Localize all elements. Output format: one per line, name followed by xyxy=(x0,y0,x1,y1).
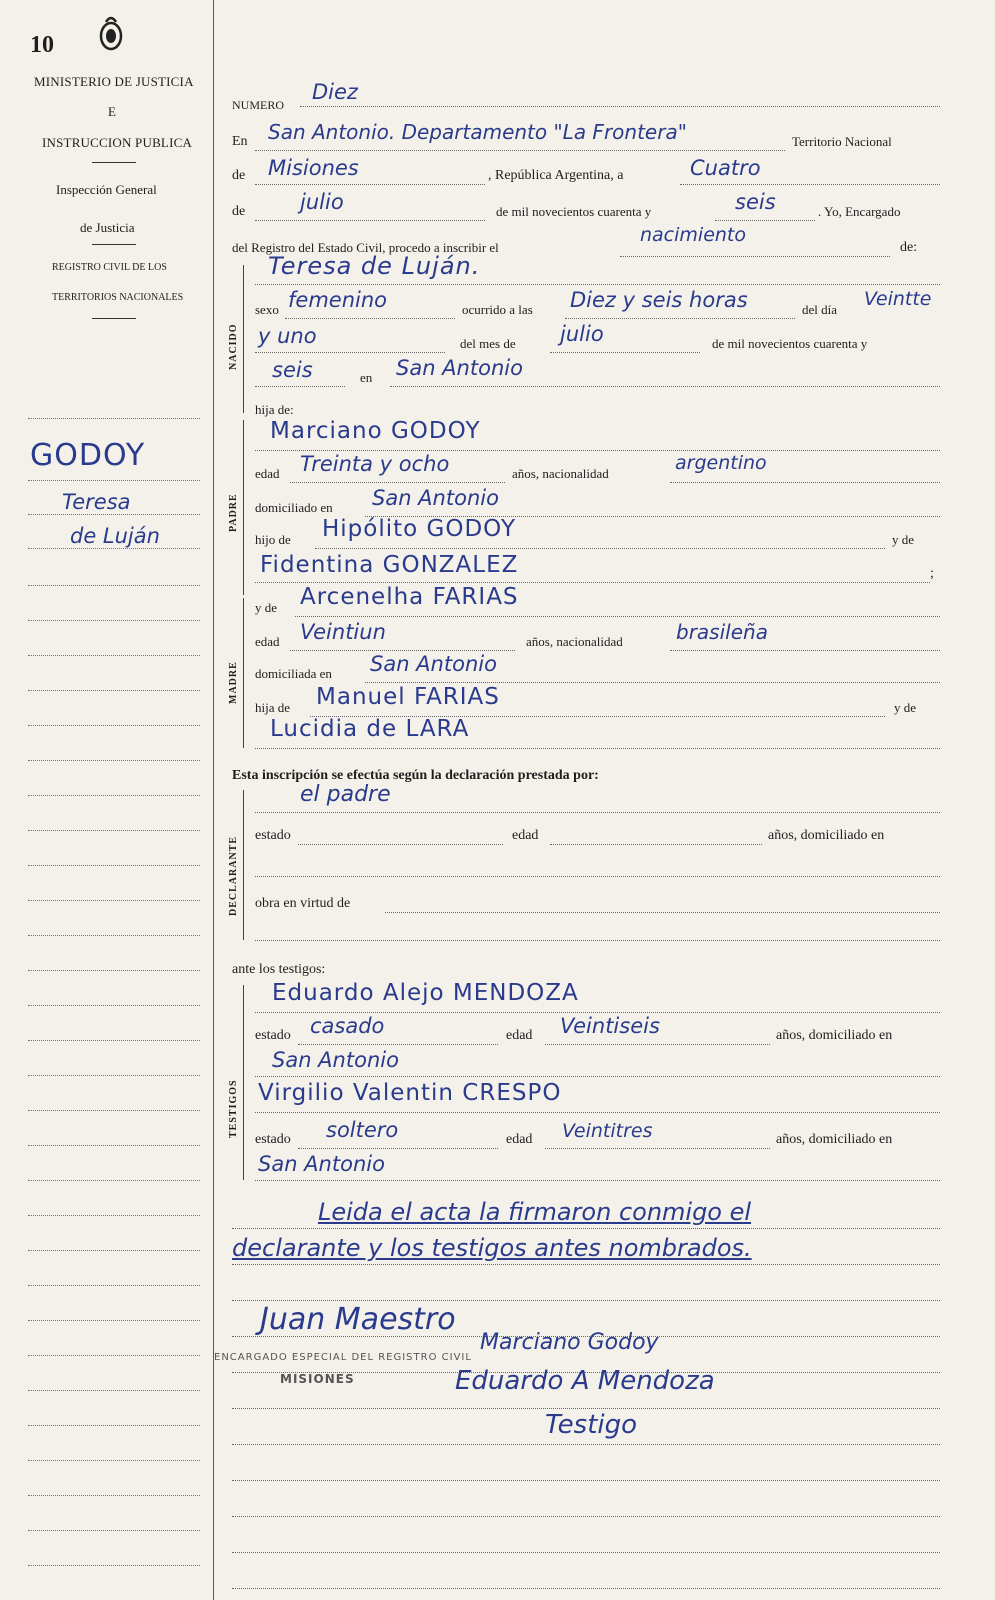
registry-line-2: TERRITORIOS NACIONALES xyxy=(52,292,184,303)
sexo-label: sexo xyxy=(255,302,279,317)
margin-rule xyxy=(28,1215,200,1216)
day-value-2: y uno xyxy=(258,324,317,348)
rule xyxy=(300,106,940,107)
rule xyxy=(232,1588,940,1589)
margin-rule xyxy=(28,585,200,586)
rule xyxy=(550,844,762,845)
margin-rule xyxy=(28,935,200,936)
margin-rule xyxy=(28,1495,200,1496)
madre-side-label: MADRE xyxy=(228,661,239,704)
margin-rule xyxy=(28,418,200,419)
mother-domicilio-label: domiciliada en xyxy=(255,666,332,681)
margin-rule xyxy=(28,725,200,726)
rule xyxy=(315,548,885,549)
ministry-line-2: E xyxy=(108,104,117,119)
page-number: 10 xyxy=(30,32,54,58)
witness2-domicilio-label: años, domiciliado en xyxy=(776,1132,893,1147)
witness2-edad-label: edad xyxy=(506,1132,533,1147)
padre-side-label: PADRE xyxy=(228,493,239,532)
rule xyxy=(255,582,930,583)
witness1-estado: casado xyxy=(310,1014,385,1038)
rule xyxy=(255,284,940,285)
declarant-signature: Marciano Godoy xyxy=(480,1330,659,1355)
rule xyxy=(232,1300,940,1301)
margin-rule xyxy=(28,1355,200,1356)
divider xyxy=(92,244,136,245)
rule xyxy=(255,748,940,749)
witness2-estado-label: estado xyxy=(255,1132,291,1147)
birth-year-label: de mil novecientos cuarenta y xyxy=(712,336,868,351)
rule xyxy=(715,220,815,221)
nacido-side-label: NACIDO xyxy=(228,323,239,370)
paternal-grandmother: Fidentina GONZALEZ xyxy=(260,552,519,578)
birth-place-value: San Antonio xyxy=(396,356,523,380)
margin-rule xyxy=(28,1285,200,1286)
day-value-1: Veintte xyxy=(864,288,932,310)
hija-de-label: hija de: xyxy=(255,402,294,417)
sexo-value: femenino xyxy=(288,288,387,312)
testigos-side-label: TESTIGOS xyxy=(228,1079,239,1138)
birth-year-value: seis xyxy=(272,358,313,382)
margin-column xyxy=(0,0,214,1600)
margin-rule xyxy=(28,1075,200,1076)
republica-label: , República Argentina, a xyxy=(488,168,624,183)
year-value: seis xyxy=(735,190,776,214)
margin-rule xyxy=(28,690,200,691)
rule xyxy=(620,256,890,257)
rule xyxy=(290,482,505,483)
rule xyxy=(550,352,700,353)
father-nacionalidad-value: argentino xyxy=(675,452,767,474)
rule xyxy=(298,1044,498,1045)
en-place-label: en xyxy=(360,370,373,385)
father-domicilio-label: domiciliado en xyxy=(255,500,333,515)
mother-y-de-label: y de xyxy=(255,600,278,615)
closing-line-2: declarante y los testigos antes nombrados. xyxy=(232,1234,752,1262)
margin-rule xyxy=(28,1425,200,1426)
rule xyxy=(255,812,940,813)
margin-rule xyxy=(28,480,200,481)
testigos-intro: ante los testigos: xyxy=(232,962,326,977)
declarante-obra-label: obra en virtud de xyxy=(255,896,351,911)
inspection-line-1: Inspección General xyxy=(56,182,157,197)
stamp-line-1: ENCARGADO ESPECIAL DEL REGISTRO CIVIL xyxy=(214,1352,472,1363)
margin-rule xyxy=(28,1145,200,1146)
divider xyxy=(92,318,136,319)
de-colon-label: de: xyxy=(900,240,918,255)
paternal-grandfather: Hipólito GODOY xyxy=(322,516,517,542)
section-bracket xyxy=(243,265,244,413)
section-bracket xyxy=(243,420,244,595)
ministry-line-3: INSTRUCCION PUBLICA xyxy=(42,135,193,150)
margin-rule xyxy=(28,1180,200,1181)
rule xyxy=(680,184,940,185)
margin-rule xyxy=(28,1530,200,1531)
witness1-name: Eduardo Alejo MENDOZA xyxy=(272,980,579,1006)
officer-signature: Juan Maestro xyxy=(260,1302,456,1337)
en-value: San Antonio. Departamento "La Frontera" xyxy=(268,120,687,144)
father-y-de-label: y de xyxy=(892,532,915,547)
witness2-name: Virgilio Valentin CRESPO xyxy=(258,1080,562,1106)
mother-nacionalidad-label: años, nacionalidad xyxy=(526,634,623,649)
father-hijo-label: hijo de xyxy=(255,532,291,547)
margin-rule xyxy=(28,1040,200,1041)
rule xyxy=(545,1148,770,1149)
margin-rule xyxy=(28,1390,200,1391)
father-domicilio-value: San Antonio xyxy=(372,486,499,510)
divider xyxy=(92,162,136,163)
margin-rule xyxy=(28,620,200,621)
rule xyxy=(255,150,785,151)
rule xyxy=(365,682,940,683)
declarante-intro: Esta inscripción se efectúa según la declaración prestada por: xyxy=(232,768,599,783)
registro-label: del Registro del Estado Civil, procedo a inscribir el xyxy=(232,240,499,255)
ocurrido-label: ocurrido a las xyxy=(462,302,533,317)
witness1-signature: Eduardo A Mendoza xyxy=(455,1366,715,1396)
rule xyxy=(232,1408,940,1409)
witness1-edad-label: edad xyxy=(506,1028,533,1043)
month-value: julio xyxy=(300,190,344,214)
declarante-who: el padre xyxy=(300,782,391,807)
day-value: Cuatro xyxy=(690,156,761,180)
margin-rule xyxy=(28,865,200,866)
mother-domicilio-value: San Antonio xyxy=(370,652,497,676)
mother-hija-label: hija de xyxy=(255,700,291,715)
rule xyxy=(232,1444,940,1445)
margin-rule xyxy=(28,1565,200,1566)
margin-rule xyxy=(28,760,200,761)
margin-rule xyxy=(28,795,200,796)
rule xyxy=(232,1480,940,1481)
rule xyxy=(255,1112,940,1113)
witness2-domicilio: San Antonio xyxy=(258,1152,385,1176)
de-label-2: de xyxy=(232,204,246,219)
margin-surname: GODOY xyxy=(30,438,146,473)
registry-line-1: REGISTRO CIVIL DE LOS xyxy=(52,262,167,273)
mother-y-de-label-2: y de xyxy=(894,700,917,715)
declarante-side-label: DECLARANTE xyxy=(228,835,239,916)
rule xyxy=(255,220,485,221)
mother-name: Arcenelha FARIAS xyxy=(300,584,519,610)
margin-rule xyxy=(28,655,200,656)
margin-rule xyxy=(28,548,200,549)
section-bracket xyxy=(243,790,244,940)
numero-label: NUMERO xyxy=(232,98,285,112)
father-nacionalidad-label: años, nacionalidad xyxy=(512,466,609,481)
witness1-edad: Veintiseis xyxy=(560,1014,660,1038)
margin-rule xyxy=(28,1110,200,1111)
witness2-estado: soltero xyxy=(326,1118,399,1142)
father-name: Marciano GODOY xyxy=(270,418,481,444)
margin-rule xyxy=(28,1005,200,1006)
maternal-grandfather: Manuel FARIAS xyxy=(316,684,500,710)
father-edad-value: Treinta y ocho xyxy=(300,452,450,476)
father-semicolon: ; xyxy=(930,566,934,581)
rule xyxy=(298,1148,498,1149)
witness1-domicilio: San Antonio xyxy=(272,1048,399,1072)
father-edad-label: edad xyxy=(255,466,280,481)
hour-value: Diez y seis horas xyxy=(570,288,748,312)
margin-rule xyxy=(28,1320,200,1321)
rule xyxy=(290,650,515,651)
de-label: de xyxy=(232,168,246,183)
witness1-estado-label: estado xyxy=(255,1028,291,1043)
margin-rule xyxy=(28,830,200,831)
closing-line-1: Leida el acta la firmaron conmigo el xyxy=(318,1198,752,1226)
coat-of-arms-icon xyxy=(98,12,124,52)
rule xyxy=(232,1516,940,1517)
rule xyxy=(255,1180,940,1181)
rule xyxy=(255,940,940,941)
rule xyxy=(232,1552,940,1553)
rule xyxy=(255,1012,940,1013)
rule xyxy=(298,844,503,845)
section-bracket xyxy=(243,598,244,748)
margin-rule xyxy=(28,1460,200,1461)
rule xyxy=(232,1264,940,1265)
rule xyxy=(545,1044,770,1045)
rule xyxy=(295,616,940,617)
birth-month-value: julio xyxy=(560,322,604,346)
witness2-edad: Veintitres xyxy=(562,1120,653,1142)
margin-given-name-1: Teresa xyxy=(62,490,131,514)
margin-rule xyxy=(28,1250,200,1251)
mes-label: del mes de xyxy=(460,336,516,351)
margin-rule xyxy=(28,900,200,901)
year-label: de mil novecientos cuarenta y xyxy=(496,204,652,219)
rule xyxy=(232,1228,940,1229)
rule xyxy=(390,386,940,387)
territorio-label: Territorio Nacional xyxy=(792,134,892,149)
stamp-line-2: MISIONES xyxy=(280,1372,355,1386)
mother-edad-label: edad xyxy=(255,634,280,649)
rule xyxy=(385,912,940,913)
margin-rule xyxy=(28,970,200,971)
rule xyxy=(255,184,485,185)
rule xyxy=(255,1076,940,1077)
rule xyxy=(565,318,795,319)
margin-given-name-2: de Luján xyxy=(70,524,160,548)
mother-edad-value: Veintiun xyxy=(300,620,386,644)
act-type: nacimiento xyxy=(640,224,747,246)
dia-label: del día xyxy=(802,302,838,317)
rule xyxy=(670,650,940,651)
declarante-estado-label: estado xyxy=(255,828,291,843)
ministry-line-1: MINISTERIO DE JUSTICIA xyxy=(34,74,194,89)
witness2-signature: Testigo xyxy=(545,1410,638,1440)
mother-nacionalidad-value: brasileña xyxy=(676,620,768,644)
witness1-domicilio-label: años, domiciliado en xyxy=(776,1028,893,1043)
rule xyxy=(255,386,345,387)
yo-label: . Yo, Encargado xyxy=(818,204,901,219)
maternal-grandmother: Lucidia de LARA xyxy=(270,716,470,742)
declarante-domicilio-label: años, domiciliado en xyxy=(768,828,885,843)
rule xyxy=(255,352,445,353)
en-label: En xyxy=(232,134,248,149)
rule xyxy=(670,482,940,483)
child-name: Teresa de Luján. xyxy=(268,252,481,280)
rule xyxy=(285,318,455,319)
rule xyxy=(255,876,940,877)
margin-rule xyxy=(28,514,200,515)
section-bracket xyxy=(243,985,244,1180)
declarante-edad-label: edad xyxy=(512,828,539,843)
numero-value: Diez xyxy=(312,80,358,104)
rule xyxy=(255,450,940,451)
inspection-line-2: de Justicia xyxy=(80,220,135,235)
territory-value: Misiones xyxy=(268,156,359,180)
